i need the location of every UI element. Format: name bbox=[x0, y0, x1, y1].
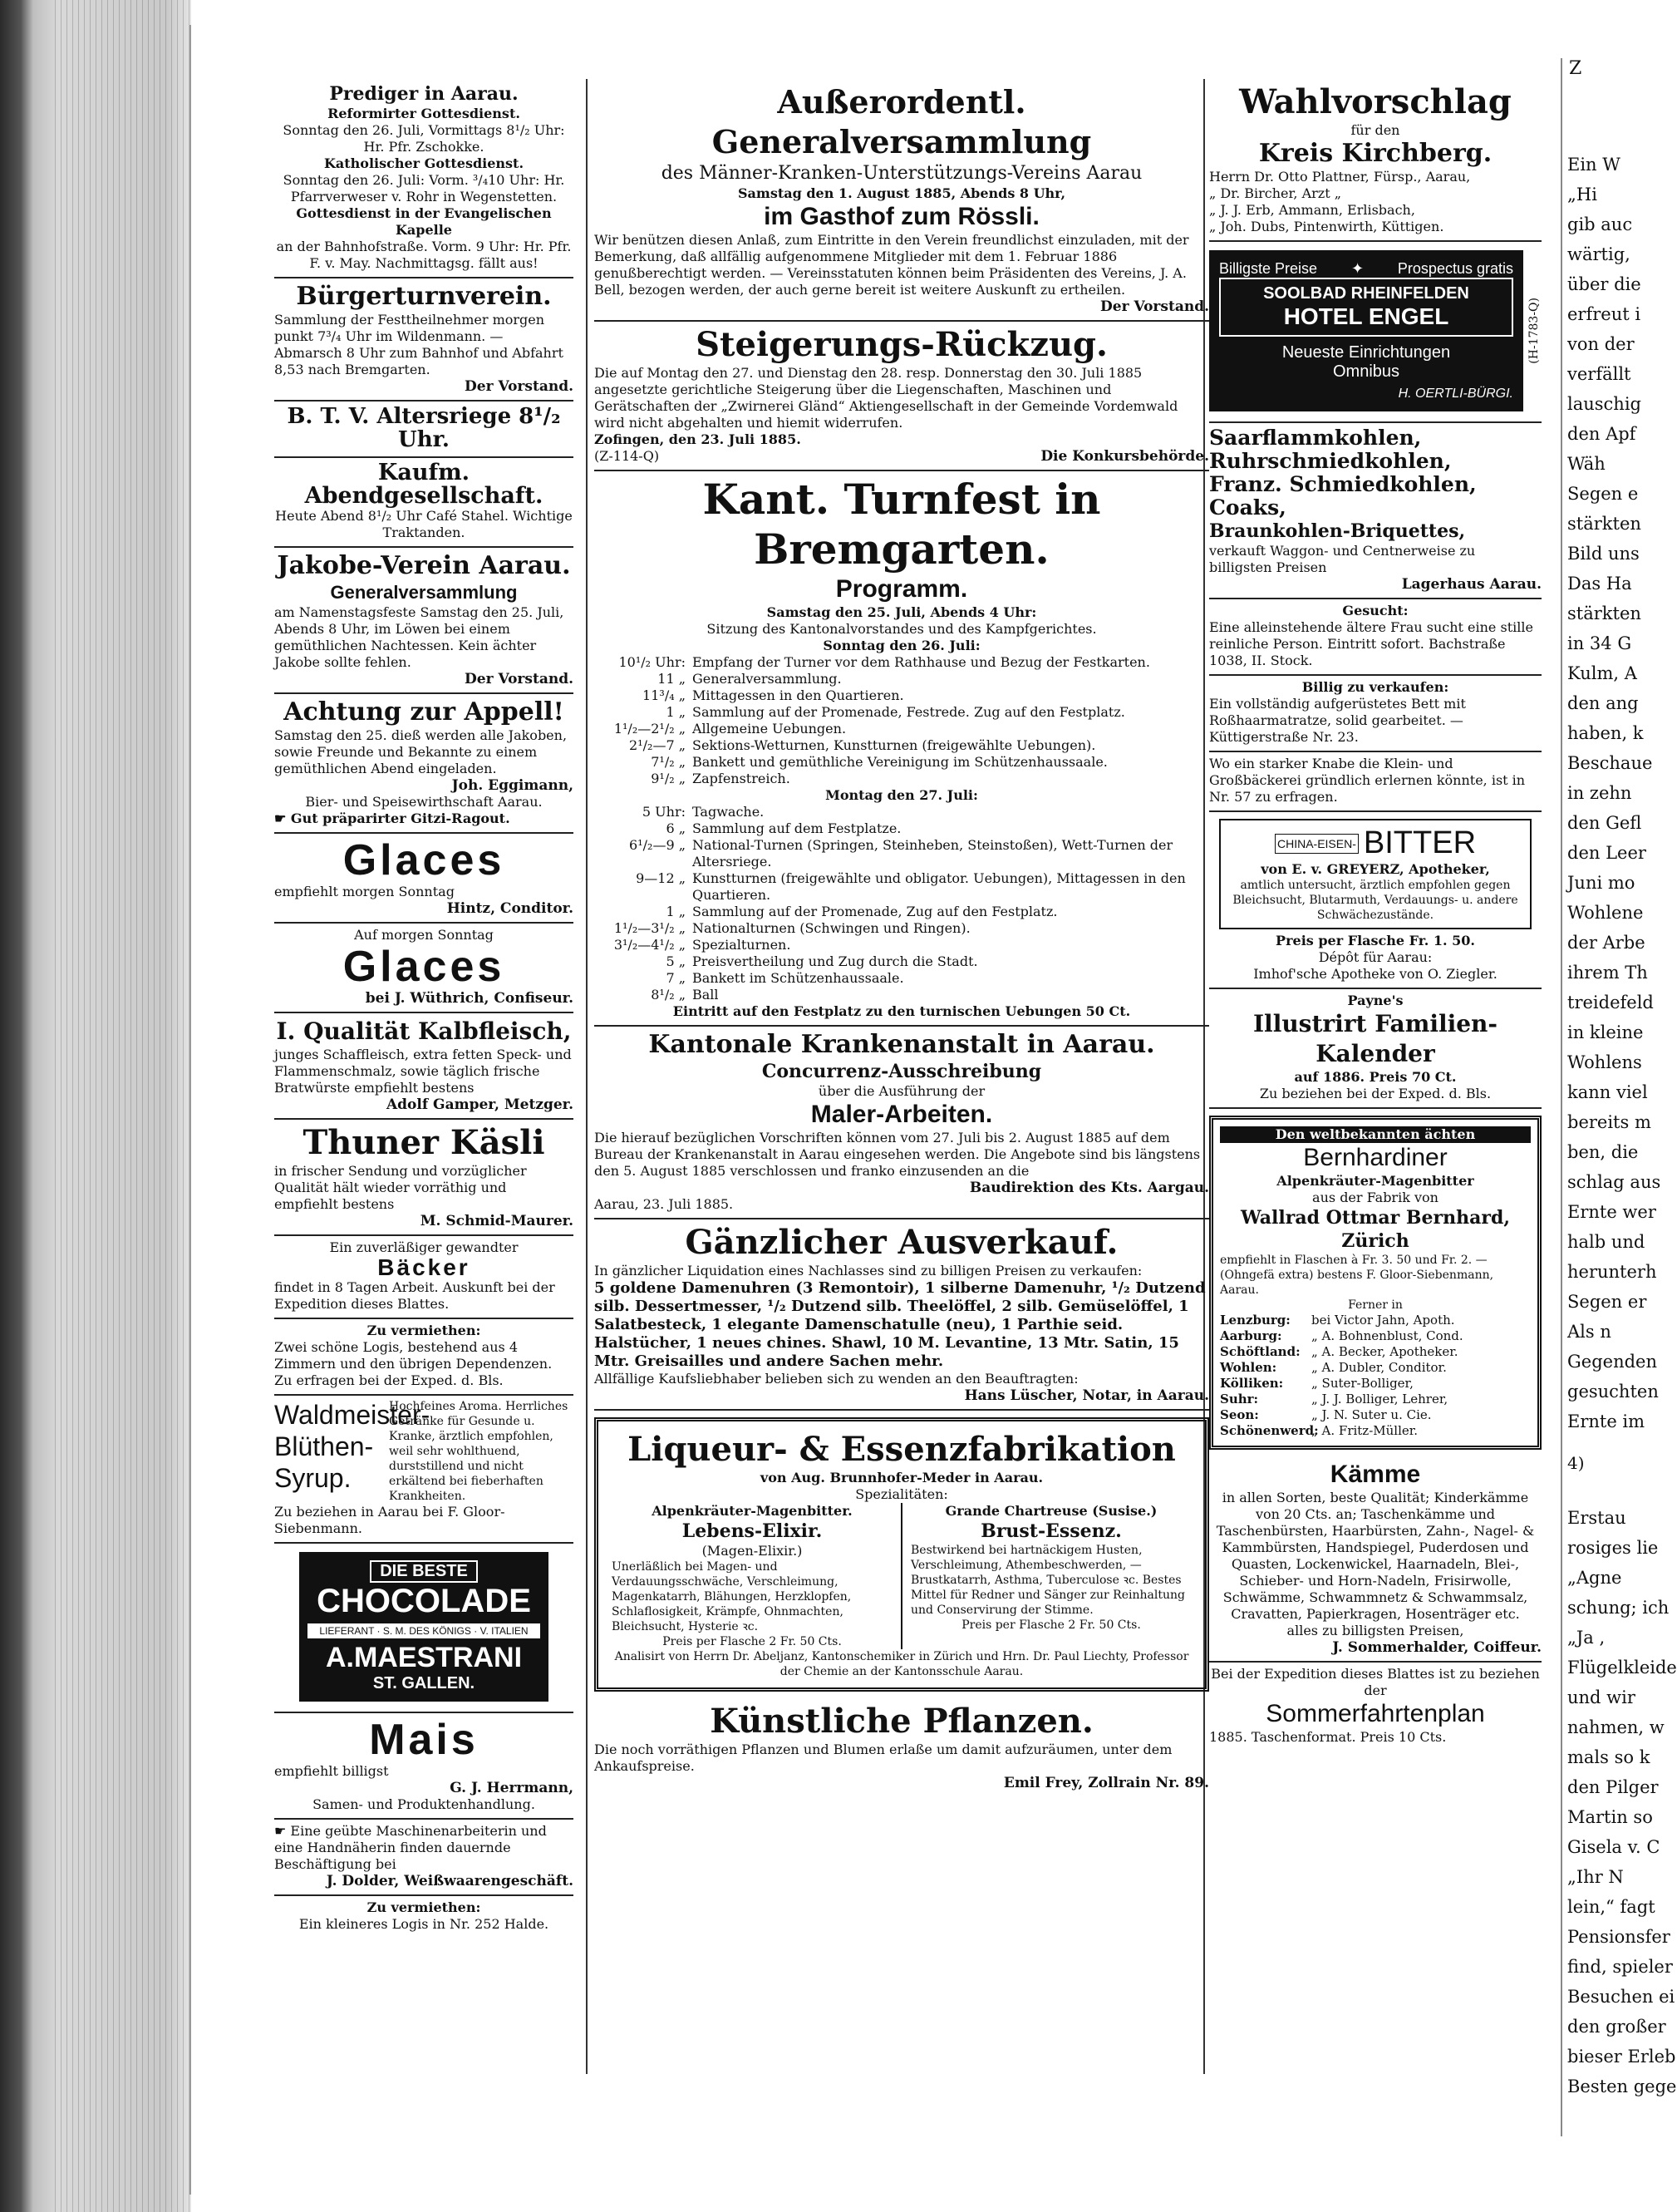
facing-page-line: stärkten bbox=[1567, 514, 1641, 534]
program-row bbox=[594, 721, 1209, 737]
ad-wahlvorschlag: Wahlvorschlag für den Kreis Kirchberg. Herrn Dr. Otto Plattner, Fürsp., Aarau, „ Dr. Bircher, Arzt „ „ J. J. Erb, Ammann, Erlisbach, „ Joh. Dubs, Pintenwirth, Küttigen. bbox=[1209, 79, 1542, 242]
ad-kaufm: Kaufm. Abendgesellschaft. Heute Abend 8¹/₂ Uhr Café Stahel. Wichtige Traktanden. bbox=[274, 458, 573, 548]
facing-page-line: herunterh bbox=[1567, 1262, 1657, 1282]
ad-hotel-engel: Billigste Preise ✦ Prospectus gratis SOOLBAD RHEINFELDEN HOTEL ENGEL Neueste Einrichtungen Omnibus H. OERTLI-BÜRGI. (H-1783-Q) bbox=[1209, 242, 1542, 423]
program-event: Allgemeine Uebungen. bbox=[692, 721, 847, 737]
program-time: 1 „ bbox=[666, 704, 686, 720]
facing-page-text-top bbox=[1562, 150, 1664, 1436]
program-row bbox=[594, 820, 1209, 837]
column-left bbox=[274, 79, 573, 1938]
facing-page-line: bieser Erleb bbox=[1567, 2047, 1676, 2067]
program-event: Sektions-Wetturnen, Kunstturnen (freigewählte Uebungen). bbox=[692, 737, 1096, 753]
ad-prediger: Prediger in Aarau. Reformirter Gottesdienst. Sonntag den 26. Juli, Vormittags 8¹/₂ Uhr: Hr. Pfr. Zschokke. Katholischer Gottesdienst. Sonntag den 26. Juli: Vorm. ³/₄10 Uhr: Hr. Pfarrverweser v. Rohr in Wegenstetten. Gottesdienst in der Evangelischen Kapelle an der Bahnhofstraße. Vorm. 9 Uhr: Hr. Pfr. F. v. May. Nachmittagsg. fällt aus! bbox=[274, 79, 573, 278]
program-row bbox=[594, 704, 1209, 721]
book-binding bbox=[0, 0, 191, 2212]
facing-page-line: in 34 G bbox=[1567, 633, 1632, 653]
ad-jakobe: Jakobe-Verein Aarau. Generalversammlung am Namenstagsfeste Samstag den 25. Juli, Abends 8 Uhr, im Löwen bei einem gemüthlichen Nachtessen. Kein ächter Jakobe sollte fehlen. Der Vorstand. bbox=[274, 548, 573, 694]
facing-page-line: Besuchen ei bbox=[1567, 1987, 1675, 2007]
ad-baecker: Ein zuverläßiger gewandter Bäcker findet in 8 Tagen Arbeit. Auskunft bei der Expedition dieses Blattes. bbox=[274, 1236, 573, 1319]
facing-page-line: bereits m bbox=[1567, 1112, 1651, 1132]
facing-page-line: Juni mo bbox=[1567, 873, 1635, 893]
facing-page-line: rosiges lie bbox=[1567, 1538, 1659, 1558]
program-event: National-Turnen (Springen, Steinheben, Steinstoßen), Wett-Turnen der Altersriege. bbox=[692, 837, 1173, 870]
facing-page-line: „Hi bbox=[1567, 185, 1597, 204]
facing-page-line: verfällt bbox=[1567, 364, 1631, 384]
facing-page-line: ben, die bbox=[1567, 1142, 1639, 1162]
facing-page-line: lein,“ fagt bbox=[1567, 1897, 1655, 1917]
column-middle bbox=[594, 79, 1209, 1796]
program-time: 5 Uhr: bbox=[642, 804, 686, 820]
program-event: Sammlung auf dem Festplatze. bbox=[692, 820, 902, 836]
facing-page-line: Martin so bbox=[1567, 1807, 1653, 1827]
program-monday bbox=[594, 804, 1209, 1003]
facing-page-line: Als n bbox=[1567, 1322, 1611, 1342]
ad-kaemme: Kämme in allen Sorten, beste Qualität; Kinderkämme von 20 Cts. an; Taschenkämme und Taschenbürsten, Haarbürsten, Zahn-, Nagel- & Kammbürsten, Handspiegel, Puderdosen und Quasten, Lockenwickel, Haarnadeln, Blei-, Schieber- und Horn-Nadeln, Frisirwolle, Schwämme, Schwammnetz & Schwammsalz, Cravatten, Papierkragen, Hosenträger etc. alles zu billigsten Preisen, J. Sommerhalder, Coiffeur. bbox=[1209, 1456, 1542, 1663]
program-time: 11³/₄ „ bbox=[642, 687, 686, 703]
ad-ausverkauf: Gänzlicher Ausverkauf. In gänzlicher Liquidation eines Nachlasses sind zu billigen Preisen zu verkaufen: 5 goldene Damenuhren (3 Remontoir), 1 silberne Damenuhr, ¹/₂ Dutzend silb. Dessertmesser, ¹/₂ Dutzend silb. Theelöffel, 2 silb. Gemüselöffel, 1 Salatbesteck, 1 elegante Damenschatulle (neu), 1 Parthie seid. Halstücher, 1 neues chines. Shawl, 10 M. Levantine, 13 Mtr. Satin, 15 Mtr. Greisailles und andere Sachen mehr. Allfällige Kaufsliebhaber belieben sich zu wenden an den Beauftragten: Hans Lüscher, Notar, in Aarau. bbox=[594, 1219, 1209, 1411]
ad-steigerung: Steigerungs-Rückzug. Die auf Montag den 27. und Dienstag den 28. resp. Donnerstag den 30. Juli 1885 angesetzte gerichtliche Steigerung über die Liegenschaften, Maschinen und Gerätschaften der „Zwirnerei Gländ“ Aktiengesellschaft in der Gemeinde Vordemwald wird nicht abgehalten und hiemit widerrufen. Zofingen, den 23. Juli 1885. (Z-114-Q) Die Konkursbehörde. bbox=[594, 322, 1209, 471]
facing-page-line: halb und bbox=[1567, 1232, 1645, 1252]
facing-page-line: Segen e bbox=[1567, 484, 1639, 504]
facing-page-line: „Agne bbox=[1567, 1568, 1622, 1588]
facing-page-line: „Ja , bbox=[1567, 1628, 1606, 1648]
facing-page-line: den Pilger bbox=[1567, 1777, 1659, 1797]
facing-page-line: in kleine bbox=[1567, 1022, 1644, 1042]
facing-page-line: treidefeld bbox=[1567, 993, 1654, 1012]
facing-page-line: erfreut i bbox=[1567, 304, 1641, 324]
facing-page-line: Ernte im bbox=[1567, 1411, 1645, 1431]
facing-page-line: Wohlens bbox=[1567, 1052, 1642, 1072]
program-event: Kunstturnen (freigewählte und obligator. Uebungen), Mittagessen in den Quartieren. bbox=[692, 870, 1186, 903]
ad-appell: Achtung zur Appell! Samstag den 25. dieß werden alle Jakoben, sowie Freunde und Bekannte zu einem gemüthlichen Abend eingeladen. Joh. Eggimann, Bier- und Speisewirthschaft Aarau. ☛ Gut präparirter Gitzi-Ragout. bbox=[274, 694, 573, 834]
ad-vermieten-halde: Zu vermiethen: Ein kleineres Logis in Nr. 252 Halde. bbox=[298, 1899, 549, 1932]
program-time: 3¹/₂—4¹/₂ „ bbox=[613, 937, 686, 953]
facing-page-line: haben, k bbox=[1567, 723, 1644, 743]
program-row bbox=[594, 837, 1209, 870]
facing-page-line: Ernte wer bbox=[1567, 1202, 1656, 1222]
facing-page-line: über die bbox=[1567, 274, 1641, 294]
facing-page-line: lauschig bbox=[1567, 394, 1641, 414]
program-time: 9¹/₂ „ bbox=[651, 771, 686, 786]
program-row bbox=[594, 953, 1209, 970]
program-row bbox=[594, 904, 1209, 920]
program-time: 6¹/₂—9 „ bbox=[629, 837, 686, 853]
facing-page-line: kann viel bbox=[1567, 1082, 1648, 1102]
program-sunday bbox=[594, 654, 1209, 787]
chocolade-logo: DIE BESTE CHOCOLADE LIEFERANT · S. M. DES KÖNIGS · V. ITALIEN A.MAESTRANI ST. GALLEN. bbox=[299, 1552, 548, 1702]
facing-page-line: Gisela v. C bbox=[1567, 1837, 1660, 1857]
facing-page-line: Beschaue bbox=[1567, 753, 1653, 773]
angel-icon: ✦ bbox=[1350, 260, 1365, 277]
ad-turnfest: Kant. Turnfest in Bremgarten. Programm. Samstag den 25. Juli, Abends 4 Uhr: Sitzung des Kantonalvorstandes und des Kampfgerichtes. Sonntag den 26. Juli: 10¹/₂ Uhr: Empfang der Turner vor dem Rathhause und Bezug der Festkarten. 11 „ Generalversammlung. 11³/₄ „ Mittagessen in den Quartieren. 1 „ Sammlung auf der Promenade, Festrede. Zug auf den Festplatz. 1¹/₂—2¹/₂ „ Allgemeine Uebungen. 2¹/₂—7 „ Sektions-Wetturnen, Kunstturnen (freigewählte Uebungen). 7¹/₂ „ Bankett und gemüthliche Vereinigung im Schützenhaussaale. 9¹/₂ „ Zapfenstreich. Montag den 27. Juli: 5 Uhr: Tagwache. 6 „ Sammlung auf dem Festplatze. 6¹/₂—9 „ National-Turnen (Springen, Steinheben, Steinstoßen), Wett-Turnen der Altersriege. 9—12 „ Kunstturnen (freigewählte und obligator. Uebungen), Mittagessen in den Quartieren. 1 „ Sammlung auf der Promenade, Zug auf den Festplatz. 1¹/₂—3¹/₂ „ Nationalturnen (Schwingen und Ringen). 3¹/₂—4¹/₂ „ Spezialturnen. 5 „ Preisvertheilung und Zug durch die Stadt. 7 „ Bankett im Schützenhaussaale. 8¹/₂ „ Ball Eintritt auf den Festplatz zu den turnischen Uebungen 50 Ct. bbox=[594, 471, 1209, 1027]
facing-page-text-bottom bbox=[1562, 1503, 1677, 2101]
facing-page-line: Kulm, A bbox=[1567, 663, 1637, 683]
ad-chocolade bbox=[274, 1544, 573, 1713]
facing-page-line: Gegenden bbox=[1567, 1352, 1657, 1372]
facing-page-line: Das Ha bbox=[1567, 574, 1632, 594]
ad-btv: B. T. V. Altersriege 8¹/₂ Uhr. bbox=[274, 402, 573, 458]
program-row bbox=[594, 671, 1209, 687]
program-row bbox=[594, 804, 1209, 820]
ad-gesucht: Gesucht: Eine alleinstehende ältere Frau sucht eine stille reinliche Person. Eintritt sofort. Bachstraße 1038, II. Stock. bbox=[1209, 599, 1542, 676]
facing-page-line: den Gefl bbox=[1567, 813, 1642, 833]
program-time: 7 „ bbox=[666, 970, 686, 986]
facing-page-line: „Ihr N bbox=[1567, 1867, 1624, 1887]
program-row bbox=[594, 737, 1209, 754]
facing-page-line: Wohlene bbox=[1567, 903, 1644, 923]
program-time: 7¹/₂ „ bbox=[651, 754, 686, 770]
program-row bbox=[594, 937, 1209, 953]
ad-knabe: Wo ein starker Knabe die Klein- und Großbäckerei gründlich erlernen könnte, ist in Nr. 57 zu erfragen. bbox=[1209, 752, 1542, 812]
program-row bbox=[594, 654, 1209, 671]
ad-pflanzen: Künstliche Pflanzen. Die noch vorräthigen Pflanzen und Blumen erlaße um damit aufzuräumen, unter dem Ankaufspreise. Emil Frey, Zollrain Nr. 89. bbox=[594, 1702, 1209, 1791]
program-event: Bankett und gemüthliche Vereinigung im Schützenhaussaale. bbox=[692, 754, 1108, 770]
program-event: Generalversammlung. bbox=[692, 671, 842, 687]
facing-page-line: Bild uns bbox=[1567, 544, 1640, 564]
program-time: 1 „ bbox=[666, 904, 686, 919]
program-row bbox=[594, 870, 1209, 904]
ad-krankenanstalt: Kantonale Krankenanstalt in Aarau. Concurrenz-Ausschreibung über die Ausführung der Maler-Arbeiten. Die hierauf bezüglichen Vorschriften können vom 27. Juli bis 2. August 1885 auf dem Bureau der Krankenanstalt in Aarau eingesehen werden. Die Angebote sind bis längstens den 5. August 1885 verschlossen und franko einzusenden an die Baudirektion des Kts. Aargau. Aarau, 23. Juli 1885. bbox=[594, 1027, 1209, 1219]
column-rule bbox=[586, 79, 588, 2074]
facing-page-line: nahmen, w bbox=[1567, 1717, 1665, 1737]
facing-page-line: von der bbox=[1567, 334, 1635, 354]
program-time: 6 „ bbox=[666, 820, 686, 836]
program-time: 2¹/₂—7 „ bbox=[629, 737, 686, 753]
ad-vermieten-logis: Zu vermiethen: Zwei schöne Logis, bestehend aus 4 Zimmern und den übrigen Dependenzen. Zu erfragen bei der Exped. d. Bls. bbox=[274, 1319, 573, 1396]
ad-kohlen: Saarflammkohlen, Ruhrschmiedkohlen, Franz. Schmiedkohlen, Coaks, Braunkohlen-Briquettes, verkauft Waggon- und Centnerweise zu billigsten Preisen Lagerhaus Aarau. bbox=[1209, 423, 1542, 599]
program-row bbox=[594, 754, 1209, 771]
facing-page-line: Pensionsfer bbox=[1567, 1927, 1670, 1947]
program-time: 1¹/₂—3¹/₂ „ bbox=[613, 920, 686, 936]
ad-glaces-wuethrich: Auf morgen Sonntag Glaces bei J. Wüthrich, Confiseur. bbox=[274, 924, 573, 1013]
program-event: Bankett im Schützenhaussaale. bbox=[692, 970, 904, 986]
program-row bbox=[594, 771, 1209, 787]
program-time: 9—12 „ bbox=[636, 870, 686, 886]
facing-page-line: den Apf bbox=[1567, 424, 1636, 444]
facing-page-line: Flügelkleide bbox=[1567, 1658, 1677, 1677]
facing-page-line: find, spieler bbox=[1567, 1957, 1673, 1977]
program-event: Tagwache. bbox=[692, 804, 765, 820]
program-time: 8¹/₂ „ bbox=[651, 987, 686, 1003]
column-right bbox=[1209, 79, 1542, 1751]
facing-page-line: gib auc bbox=[1567, 214, 1633, 234]
program-row bbox=[594, 987, 1209, 1003]
ad-generalversammlung: Außerordentl. Generalversammlung des Männer-Kranken-Unterstützungs-Vereins Aarau Samstag den 1. August 1885, Abends 8 Uhr, im Gasthof zum Rössli. Wir benützen diesen Anlaß, zum Eintritte in den Verein freundlichst einzuladen, mit der Bemerkung, daß allfällig aufgenommene Mitglieder mit dem 1. Februar 1886 genußberechtigt werden. — Vereinsstatuten können beim Präsidenten des Vereins, J. A. Bell, bezogen werden, der auch gerne bereit ist weitere Auskunft zu ertheilen. Der Vorstand. bbox=[594, 79, 1209, 322]
ad-buergerturnverein: Bürgerturnverein. Sammlung der Festtheilnehmer morgen punkt 7³/₄ Uhr im Wildenmann. — Abmarsch 8 Uhr zum Bahnhof und Abfahrt 8,53 nach Bremgarten. Der Vorstand. bbox=[274, 278, 573, 402]
program-event: Sammlung auf der Promenade, Zug auf den Festplatz. bbox=[692, 904, 1058, 919]
facing-page-line: schlag aus bbox=[1567, 1172, 1661, 1192]
facing-page-line: der Arbe bbox=[1567, 933, 1645, 953]
program-time: 11 „ bbox=[657, 671, 686, 687]
ad-mais: Mais empfiehlt billigst G. J. Herrmann, Samen- und Produktenhandlung. bbox=[274, 1713, 573, 1820]
program-event: Mittagessen in den Quartieren. bbox=[692, 687, 904, 703]
ad-waldmeister: Waldmeister-Blüthen-Syrup. Hochfeines Aroma. Herrliches Getränke für Gesunde u. Kranke, ärztlich empfohlen, weil sehr wohlthuend, durststillend und nicht erkältend bei fieberhaften Krankheiten. Zu beziehen in Aarau bei F. Gloor-Siebenmann. bbox=[274, 1396, 573, 1544]
ad-thuner-kaesli: Thuner Käsli in frischer Sendung und vorzüglicher Qualität hält wieder vorräthig und empfiehlt bestens M. Schmid-Maurer. bbox=[274, 1120, 573, 1236]
program-event: Zapfenstreich. bbox=[692, 771, 790, 786]
facing-page-line: gesuchten bbox=[1567, 1382, 1659, 1402]
program-event: Empfang der Turner vor dem Rathhause und Bezug der Festkarten. bbox=[692, 654, 1150, 670]
facing-page-line: Erstau bbox=[1567, 1508, 1626, 1528]
china-bitter-label: CHINA-EISEN- BITTER von E. v. GREYERZ, Apotheker, amtlich untersucht, ärztlich empfohlen gegen Bleichsucht, Blutarmuth, Verdauungs- u. andere Schwächezustände. bbox=[1219, 819, 1532, 929]
ad-bett: Billig zu verkaufen: Ein vollständig aufgerüstetes Bett mit Roßhaarmatratze, solid gearbeitet. — Küttigerstraße Nr. 23. bbox=[1209, 676, 1542, 752]
program-event: Preisvertheilung und Zug durch die Stadt. bbox=[692, 953, 978, 969]
facing-page-line: Besten gege bbox=[1567, 2077, 1677, 2096]
program-event: Sammlung auf der Promenade, Festrede. Zug auf den Festplatz. bbox=[692, 704, 1125, 720]
program-row bbox=[594, 920, 1209, 937]
program-event: Ball bbox=[692, 987, 719, 1003]
ad-sommerfahrtenplan: Bei der Expedition dieses Blattes ist zu beziehen der Sommerfahrtenplan 1885. Taschenformat. Preis 10 Cts. bbox=[1209, 1666, 1540, 1745]
facing-page-line: den ang bbox=[1567, 693, 1639, 713]
program-row bbox=[594, 970, 1209, 987]
facing-page-line: den großer bbox=[1567, 2017, 1666, 2037]
facing-page-strip: Z Ein W „Hi gib auc wärtig, über die erfreut i von der verfällt lauschig den Apf Wäh Segen e stärkten Bild uns Das Ha stärkten in 34 G Kulm, A den ang haben, k Beschaue in zehn den Gefl den Leer Juni mo Wohlene der Arbe ihrem Th treidefeld in kleine Wohlens kann viel bereits m ben, die schlag aus Ernte wer halb und herunterh Segen er Als n Gegenden gesuchten Ernte im 4) Erstau rosiges lie „Agne schung; ich „Ja , Flügelkleide und wir nahmen, w mals so k den Pilger Martin so Gisela v. C „Ihr N lein,“ fagt Pensionsfer find, spieler Besuchen ei den großer bieser Erleb Besten gege bbox=[1561, 58, 1664, 2136]
program-row bbox=[594, 687, 1209, 704]
facing-page-line: Ein W bbox=[1567, 155, 1620, 175]
facing-page-line: ihrem Th bbox=[1567, 963, 1648, 983]
program-time: 1¹/₂—2¹/₂ „ bbox=[613, 721, 686, 737]
facing-page-line: und wir bbox=[1567, 1687, 1635, 1707]
ad-bernhardiner: Den weltbekannten ächten Bernhardiner Alpenkräuter-Magenbitter aus der Fabrik von Wallrad Ottmar Bernhard, Zürich empfiehlt in Flaschen à Fr. 3. 50 und Fr. 2. — (Ohngefä extra) bestens F. Gloor-Siebenmann, Aarau. Ferner in Lenzburg: bei Victor Jahn, Apoth. Aarburg: „ A. Bohnenblust, Cond. Schöftland: „ A. Becker, Apotheker. Wohlen: „ A. Dubler, Conditor. Kölliken: „ Suter-Bolliger, Suhr: „ J. J. Bolliger, Lehrer, Seon: „ J. N. Suter u. Cie. Schönenwerd: „ A. Fritz-Müller. bbox=[1209, 1116, 1542, 1450]
facing-page-line: den Leer bbox=[1567, 843, 1646, 863]
ad-china-bitter: CHINA-EISEN- BITTER von E. v. GREYERZ, Apotheker, amtlich untersucht, ärztlich empfohlen gegen Bleichsucht, Blutarmuth, Verdauungs- u. andere Schwächezustände. Preis per Flasche Fr. 1. 50. Dépôt für Aarau: Imhof'sche Apotheke von O. Ziegler. bbox=[1209, 812, 1542, 989]
program-time: 5 „ bbox=[666, 953, 686, 969]
ad-payne-kalender: Payne's Illustrirt Familien-Kalender auf 1886. Preis 70 Ct. Zu beziehen bei der Exped. d. Bls. bbox=[1209, 989, 1542, 1109]
program-time: 10¹/₂ Uhr: bbox=[618, 654, 686, 670]
facing-page-line: Segen er bbox=[1567, 1292, 1647, 1312]
program-event: Nationalturnen (Schwingen und Ringen). bbox=[692, 920, 971, 936]
facing-page-line: in zehn bbox=[1567, 783, 1632, 803]
facing-page-line: wärtig, bbox=[1567, 244, 1630, 264]
facing-page-line: mals so k bbox=[1567, 1747, 1650, 1767]
ad-liqueur: Liqueur- & Essenzfabrikation von Aug. Brunnhofer-Meder in Aarau. Spezialitäten: Alpenkräuter-Magenbitter. Lebens-Elixir. (Magen-Elixir.) Unerläßlich bei Magen- und Verdauungsschwäche, Verschleimung, Magenkatarrh, Blähungen, Herzklopfen, Schlaflosigkeit, Krämpfe, Ohnmachten, Bleichsucht, Hysterie ꝛc. Preis per Flasche 2 Fr. 50 Cts. Grande Chartreuse (Susise.) Brust-Essenz. Bestwirkend bei hartnäckigem Husten, Verschleimung, Athembeschwerden, — Brustkatarrh, Asthma, Tuberculose ꝛc. Bestes Mittel für Redner und Sänger zur Reinhaltung und Conservirung der Stimme. Preis per Flasche 2 Fr. 50 Cts. Analisirt von Herrn Dr. Abeljanz, Kantonschemiker in Zürich und Hrn. Dr. Paul Liechty, Professor der Chemie an der Kantonsschule Aarau. bbox=[594, 1417, 1209, 1692]
facing-page-line: Wäh bbox=[1567, 454, 1606, 474]
ad-kalbfleisch: I. Qualität Kalbfleisch, junges Schaffleisch, extra fetten Speck- und Flammenschmalz, sowie täglich frische Bratwürste empfiehlt bestens Adolf Gamper, Metzger. bbox=[274, 1013, 573, 1120]
ad-maschinen: ☛ Eine geübte Maschinenarbeiterin und eine Handnäherin finden dauernde Beschäftigung bei J. Dolder, Weißwaarengeschäft. bbox=[274, 1820, 573, 1896]
ad-glaces-hintz: Glaces empfiehlt morgen Sonntag Hintz, Conditor. bbox=[274, 834, 573, 924]
program-event: Spezialturnen. bbox=[692, 937, 791, 953]
facing-page-line: schung; ich bbox=[1567, 1598, 1670, 1618]
facing-page-line: stärkten bbox=[1567, 603, 1641, 623]
hotel-engel-banner: Billigste Preise ✦ Prospectus gratis SOOLBAD RHEINFELDEN HOTEL ENGEL Neueste Einrichtungen Omnibus H. OERTLI-BÜRGI. bbox=[1209, 250, 1523, 411]
